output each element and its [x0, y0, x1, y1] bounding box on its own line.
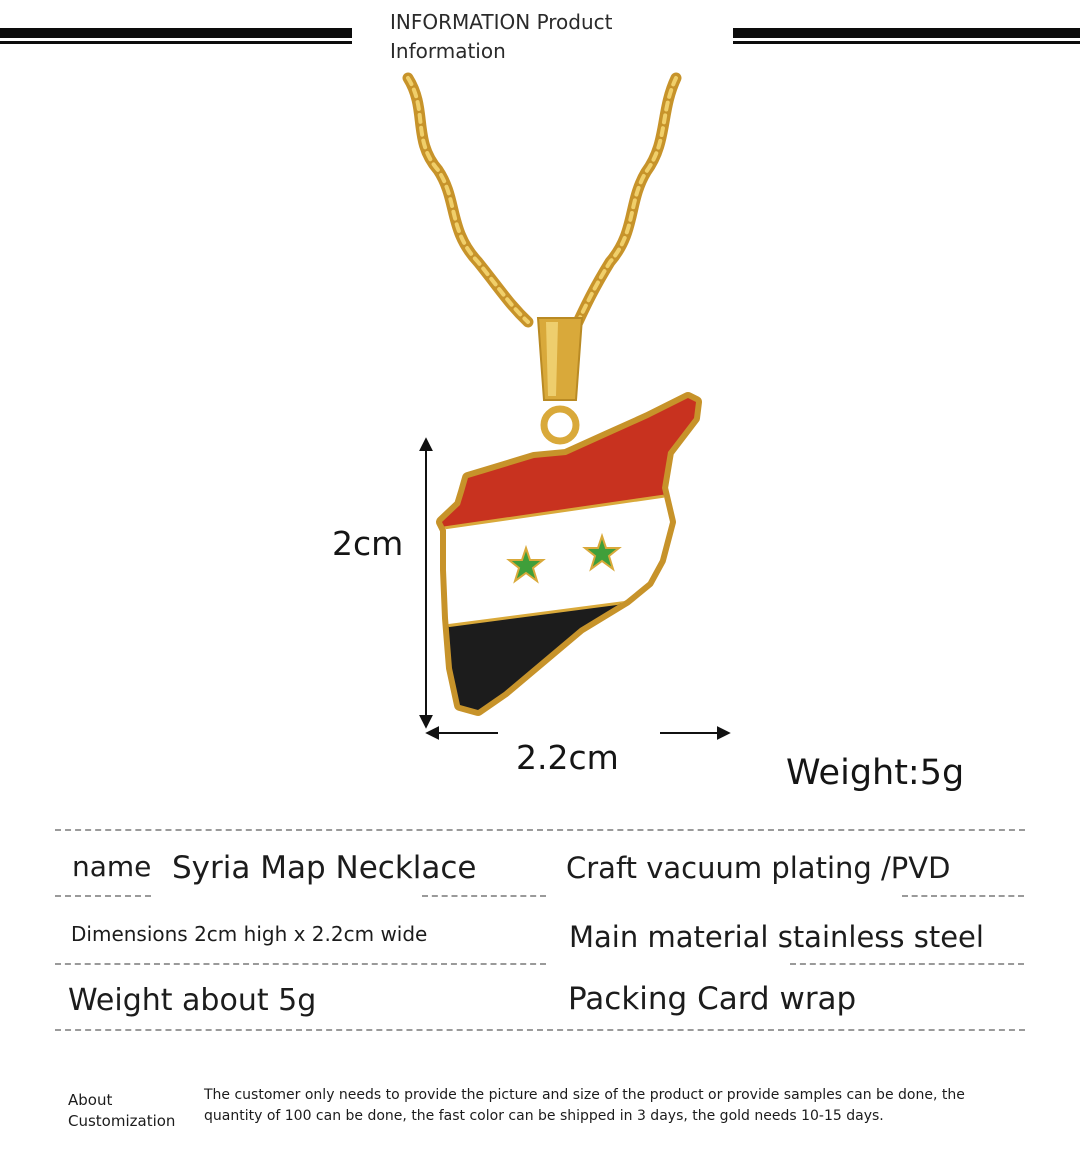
spec-weight: Weight about 5g: [68, 983, 317, 1018]
divider-row1-left: [55, 895, 151, 897]
necklace-chain: [408, 78, 676, 322]
spec-material: Main material stainless steel: [569, 920, 984, 954]
spec-craft: Craft vacuum plating /PVD: [566, 851, 951, 885]
page-title-line2: Information: [390, 39, 506, 63]
page-title-line1: INFORMATION Product: [390, 10, 613, 34]
customization-label: [68, 1090, 188, 1132]
spec-dimensions: Dimensions 2cm high x 2.2cm wide: [71, 922, 428, 946]
customization-text-line2: quantity of 100 can be done, the fast color can be shipped in 3 days, the gold needs 10-15 days.: [204, 1108, 884, 1124]
divider-row2-left: [55, 963, 546, 965]
height-label: 2cm: [332, 524, 404, 563]
spec-name-label: name: [72, 850, 152, 883]
divider-bottom: [55, 1029, 1025, 1031]
divider-row2-right: [790, 963, 1024, 965]
customization-label-line1: About: [68, 1091, 113, 1109]
spec-name-value: Syria Map Necklace: [172, 850, 477, 886]
spec-packing: Packing Card wrap: [568, 981, 857, 1017]
width-label: 2.2cm: [516, 738, 619, 777]
customization-label-line2: Customization: [68, 1112, 176, 1130]
divider-row1-right: [902, 895, 1024, 897]
weight-label: Weight:5g: [786, 753, 965, 793]
divider-row1-mid: [422, 895, 546, 897]
customization-text-line1: The customer only needs to provide the picture and size of the product or provide samples can be done, the: [204, 1087, 965, 1103]
divider-top: [55, 829, 1025, 831]
pendant-bail: [538, 318, 582, 441]
customization-text: [204, 1085, 1044, 1127]
